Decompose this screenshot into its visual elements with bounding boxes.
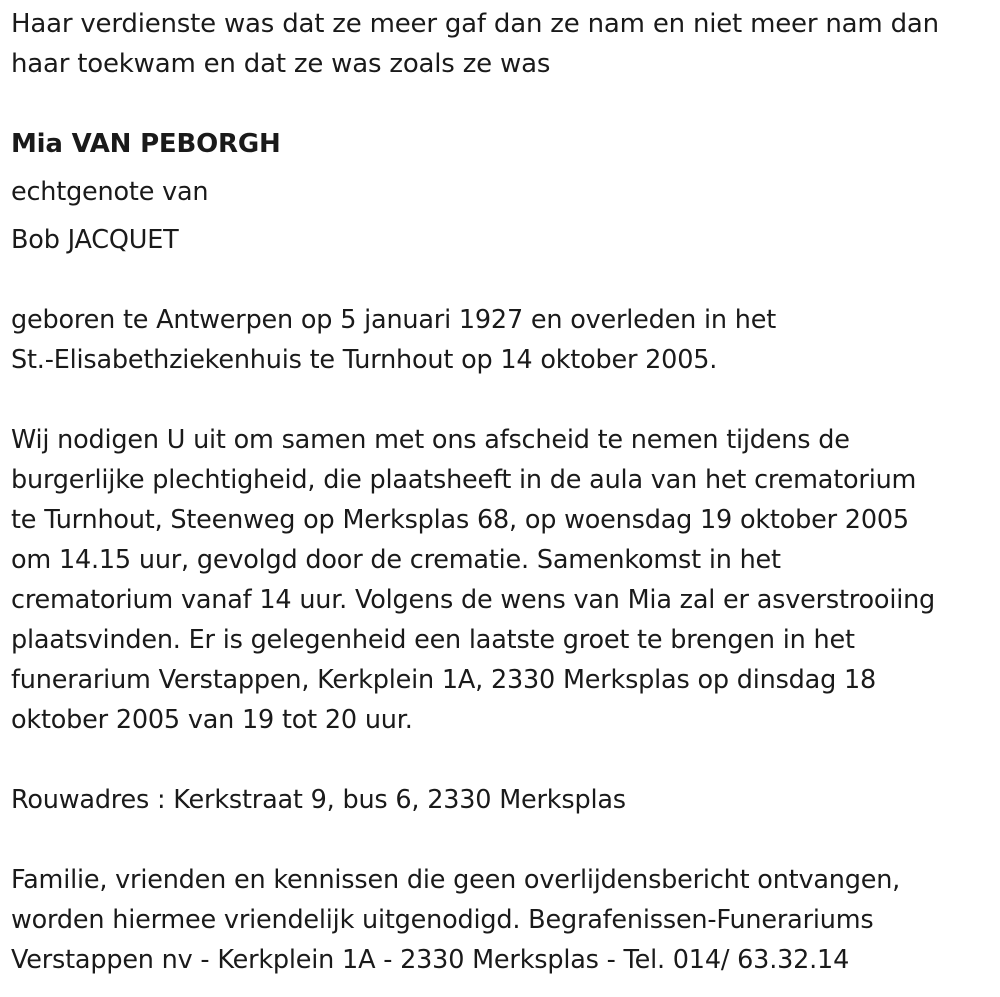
mourning-address: Rouwadres : Kerkstraat 9, bus 6, 2330 Merksplas	[11, 785, 626, 815]
ceremony-line: plaatsvinden. Er is gelegenheid een laatste groet te brengen in het	[11, 625, 855, 655]
section-spacer	[11, 740, 996, 780]
motto-text	[11, 4, 996, 84]
notice-paragraph	[11, 860, 996, 980]
ceremony-line: Wij nodigen U uit om samen met ons afscheid te nemen tijdens de	[11, 425, 850, 455]
section-spacer	[11, 380, 996, 420]
ceremony-paragraph	[11, 420, 996, 740]
deceased-name: Mia VAN PEBORGH	[11, 129, 281, 159]
notice-line: worden hiermee vriendelijk uitgenodigd. Begrafenissen-Funerariums	[11, 905, 874, 935]
ceremony-line: om 14.15 uur, gevolgd door de crematie. Samenkomst in het	[11, 545, 781, 575]
obituary-document	[11, 4, 996, 980]
ceremony-line: oktober 2005 van 19 tot 20 uur.	[11, 705, 413, 735]
section-spacer	[11, 820, 996, 860]
motto-line-1: Haar verdienste was dat ze meer gaf dan ze nam en niet meer nam dan	[11, 9, 939, 39]
notice-line: Verstappen nv - Kerkplein 1A - 2330 Merksplas - Tel. 014/ 63.32.14	[11, 945, 850, 975]
birth-death-line-2: St.-Elisabethziekenhuis te Turnhout op 14 oktober 2005.	[11, 345, 718, 375]
ceremony-line: burgerlijke plechtigheid, die plaatsheeft in de aula van het crematorium	[11, 465, 917, 495]
notice-line: Familie, vrienden en kennissen die geen overlijdensbericht ontvangen,	[11, 865, 901, 895]
spouse-name: Bob JACQUET	[11, 225, 179, 255]
ceremony-line: te Turnhout, Steenweg op Merksplas 68, op woensdag 19 oktober 2005	[11, 505, 909, 535]
ceremony-line: crematorium vanaf 14 uur. Volgens de wens van Mia zal er asverstrooiing	[11, 585, 936, 615]
motto-line-2: haar toekwam en dat ze was zoals ze was	[11, 49, 551, 79]
birth-death-line-1: geboren te Antwerpen op 5 januari 1927 en overleden in het	[11, 305, 777, 335]
birth-death-paragraph	[11, 300, 996, 380]
section-spacer	[11, 260, 996, 300]
relation-text: echtgenote van	[11, 177, 209, 207]
ceremony-line: funerarium Verstappen, Kerkplein 1A, 2330 Merksplas op dinsdag 18	[11, 665, 877, 695]
